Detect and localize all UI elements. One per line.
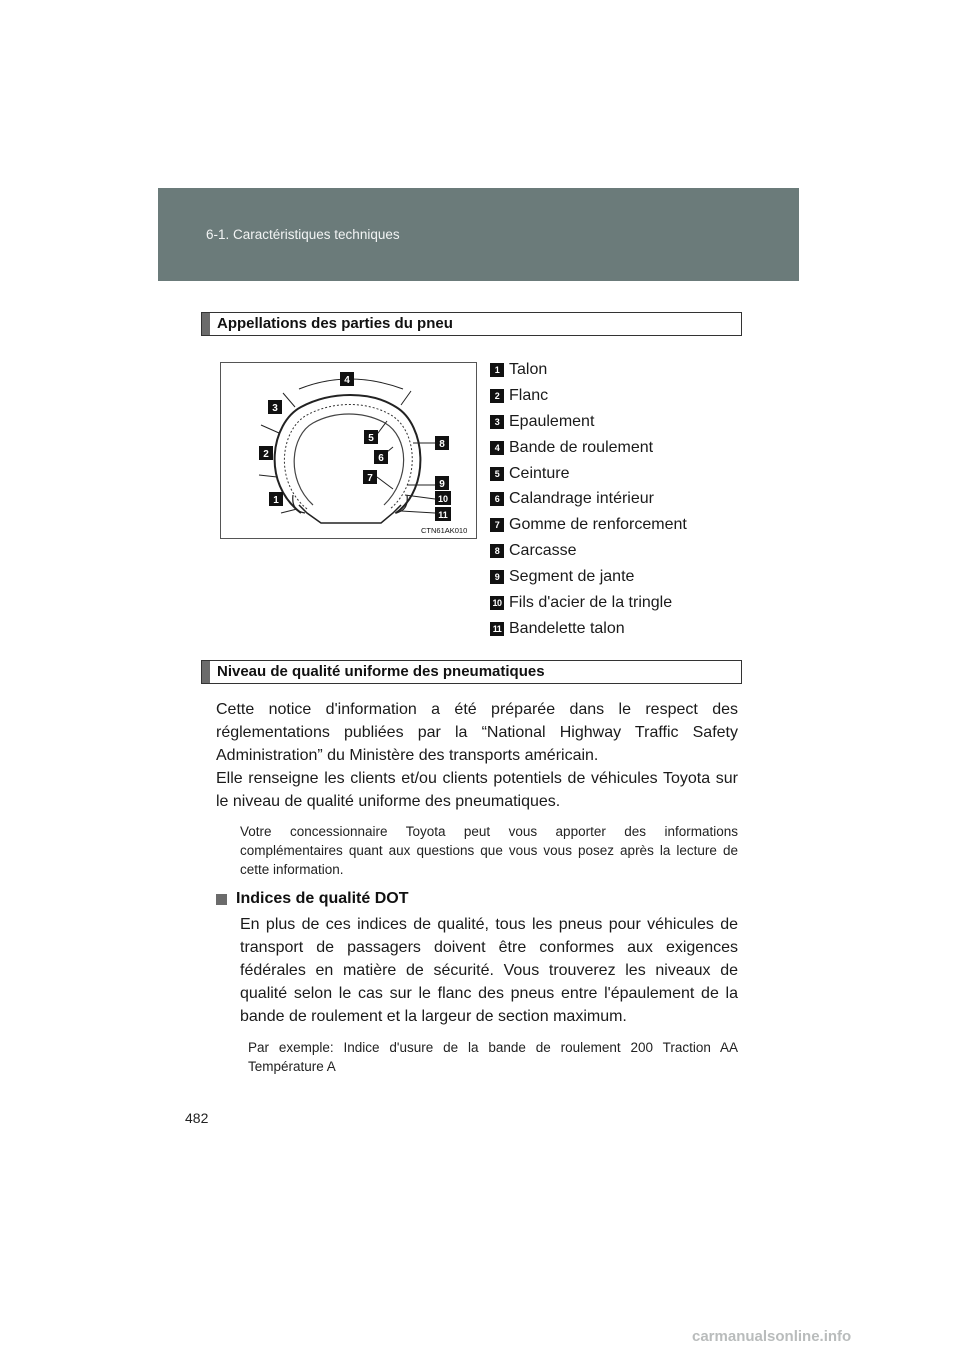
part-label: Fils d'acier de la tringle: [509, 593, 673, 611]
part-label: Gomme de renforcement: [509, 516, 687, 534]
tire-diagram: [221, 363, 476, 538]
paragraph-dot: En plus de ces indices de qualité, tous les pneus pour véhicules de transport de passagers doivent être conformes aux exigences fédérales en matière de sécurité. Vous trouverez les niveaux de qualité selon le cas sur le flanc des pneus entre l'épaulement de la bande de roulement et la largeur de section maximum.: [240, 916, 738, 1025]
callout-10: 10: [437, 494, 449, 504]
subheading-text: Indices de qualité DOT: [236, 890, 409, 907]
number-badge: 8: [490, 544, 504, 558]
paragraph-intro: Cette notice d'information a été préparée dans le respect des réglementations publiées par la “National Highway Traffic Safety Administration” du Ministère des transports américain.: [216, 701, 738, 764]
number-badge: 9: [490, 570, 504, 584]
part-label: Talon: [509, 360, 548, 378]
list-item: [490, 409, 687, 435]
number-badge: 11: [490, 622, 504, 636]
watermark[interactable]: carmanualsonline.info: [692, 1328, 852, 1345]
list-item: [490, 486, 687, 512]
list-item: [490, 564, 687, 590]
paragraph-info: Elle renseigne les clients et/ou clients potentiels de véhicules Toyota sur le niveau de qualité uniforme des pneumatiques.: [216, 770, 738, 810]
note-dealer: Votre concessionnaire Toyota peut vous apporter des informations complémentaires quant aux questions que vous vous posez après la lecture de cette information.: [240, 824, 738, 877]
part-label: Ceinture: [509, 464, 570, 482]
tire-parts-list: [490, 357, 687, 642]
callout-6: 6: [378, 453, 384, 464]
list-item: [490, 512, 687, 538]
number-badge: 10: [490, 596, 504, 610]
list-item: [490, 461, 687, 487]
part-label: Bandelette talon: [509, 619, 625, 637]
subheading-dot: [216, 890, 408, 908]
heading-bar: [202, 661, 210, 683]
list-item: [490, 383, 687, 409]
number-badge: 4: [490, 441, 504, 455]
note-example: Par exemple: Indice d'usure de la bande de roulement 200 Traction AA Température A: [248, 1040, 738, 1074]
list-item: [490, 357, 687, 383]
part-label: Segment de jante: [509, 568, 635, 586]
callout-2: 2: [263, 449, 269, 460]
part-label: Epaulement: [509, 412, 595, 430]
number-badge: 1: [490, 363, 504, 377]
callout-7: 7: [367, 473, 373, 484]
section-header-band: [158, 188, 799, 281]
part-label: Bande de roulement: [509, 438, 654, 456]
list-item: [490, 435, 687, 461]
heading-text: Appellations des parties du pneu: [217, 315, 453, 332]
heading-text: Niveau de qualité uniforme des pneumatiques: [217, 663, 545, 680]
tire-cross-section-figure: [220, 362, 477, 539]
page-number: 482: [185, 1110, 209, 1126]
number-badge: 2: [490, 389, 504, 403]
callout-3: 3: [272, 403, 278, 414]
number-badge: 3: [490, 415, 504, 429]
square-bullet-icon: [216, 894, 227, 905]
number-badge: 5: [490, 467, 504, 481]
list-item: [490, 590, 687, 616]
callout-8: 8: [439, 439, 445, 450]
part-label: Flanc: [509, 386, 549, 404]
number-badge: 7: [490, 518, 504, 532]
callout-11: 11: [438, 510, 448, 520]
section-title: 6-1. Caractéristiques techniques: [206, 227, 400, 242]
heading-uniform-quality: [201, 660, 742, 684]
part-label: Carcasse: [509, 542, 577, 560]
callout-1: 1: [273, 495, 279, 506]
part-label: Calandrage intérieur: [509, 490, 654, 508]
callout-5: 5: [368, 433, 374, 444]
figure-code: CTN61AK010: [421, 526, 468, 535]
list-item: [490, 616, 687, 642]
heading-bar: [202, 313, 210, 335]
callout-9: 9: [439, 479, 445, 490]
callout-4: 4: [344, 375, 350, 386]
number-badge: 6: [490, 492, 504, 506]
list-item: [490, 538, 687, 564]
heading-tire-parts: [201, 312, 742, 336]
